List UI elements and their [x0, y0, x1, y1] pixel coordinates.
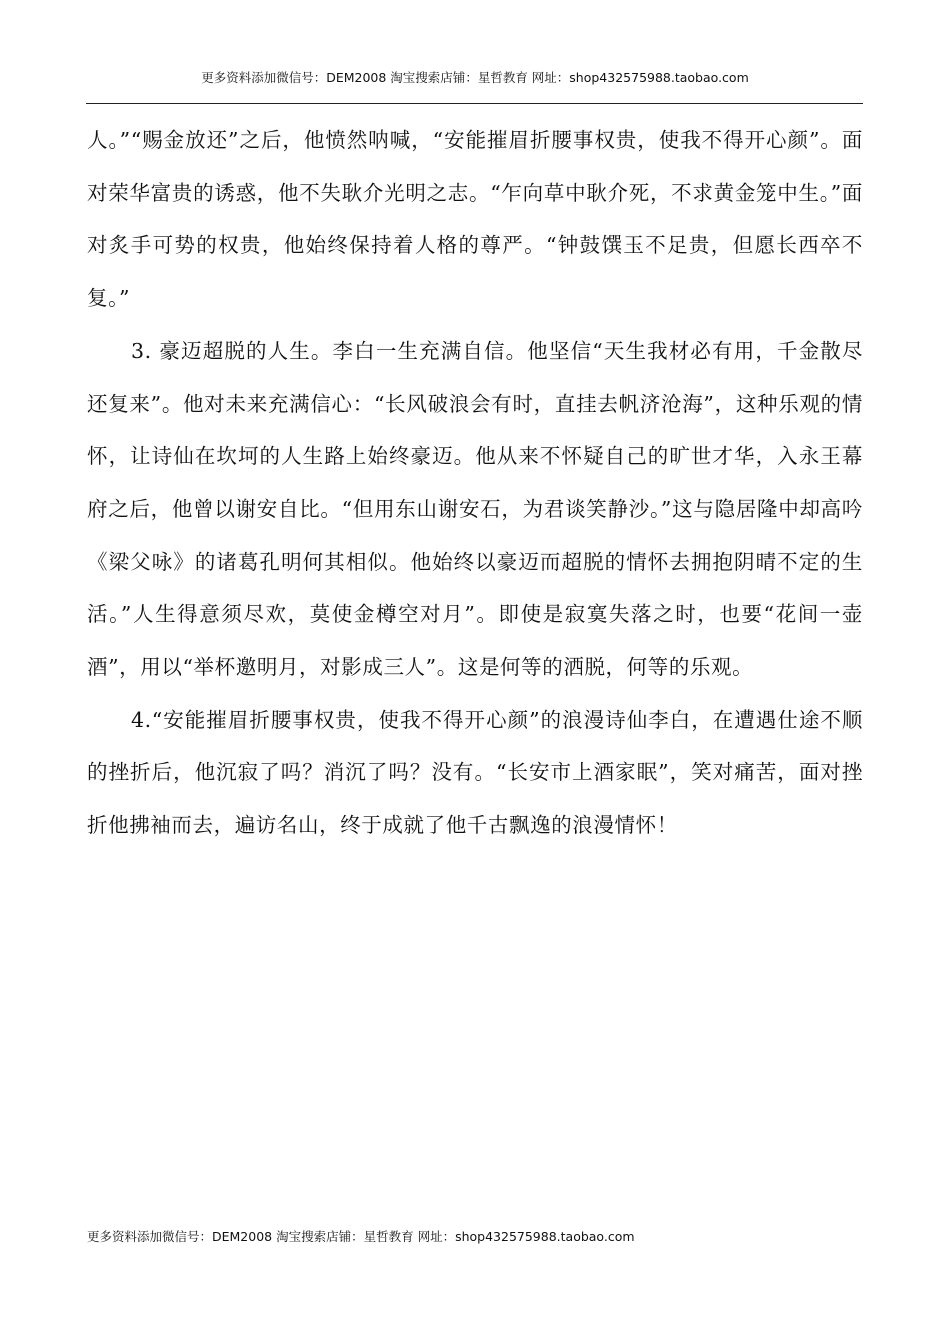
paragraph-continuation: 人。”“赐金放还”之后，他愤然呐喊，“安能摧眉折腰事权贵，使我不得开心颜”。面对荣华富贵的诱惑，他不失耿介光明之志。“乍向草中耿介死，不求黄金笼中生。”面对炙手可势的权贵，他始终保持着人格的尊严。“钟鼓馔玉不足贵，但愿长西卒不复。”: [87, 128, 863, 311]
paragraph-3: 3. 豪迈超脱的人生。李白一生充满自信。他坚信“天生我材必有用，千金散尽还复来”。他对未来充满信心：“长风破浪会有时，直挂去帆济沧海”，这种乐观的情怀，让诗仙在坎坷的人生路上始终豪迈。他从来不怀疑自己的旷世才华，入永王幕府之后，他曾以谢安自比。“但用东山谢安石，为君谈笑静沙。”这与隐居隆中却高吟《梁父咏》的诸葛孔明何其相似。他始终以豪迈而超脱的情怀去拥抱阴晴不定的生活。”人生得意须尽欢，莫使金樽空对月”。即使是寂寞失落之时，也要“花间一壶酒”，用以“举杯邀明月，对影成三人”。这是何等的洒脱，何等的乐观。: [87, 338, 863, 680]
page-header: 更多资料添加微信号：DEM2008 淘宝搜索店铺：星哲教育 网址：shop432575988.taobao.com: [201, 70, 749, 85]
page-footer: 更多资料添加微信号：DEM2008 淘宝搜索店铺：星哲教育 网址：shop432575988.taobao.com: [87, 1229, 635, 1244]
document-body: [87, 114, 863, 852]
header-divider: [86, 103, 863, 104]
paragraph-4: 4.“安能摧眉折腰事权贵，使我不得开心颜”的浪漫诗仙李白，在遭遇仕途不顺的挫折后，他沉寂了吗？消沉了吗？没有。“长安市上酒家眠”，笑对痛苦，面对挫折他拂袖而去，遍访名山，终于成就了他千古飘逸的浪漫情怀！: [87, 707, 863, 838]
